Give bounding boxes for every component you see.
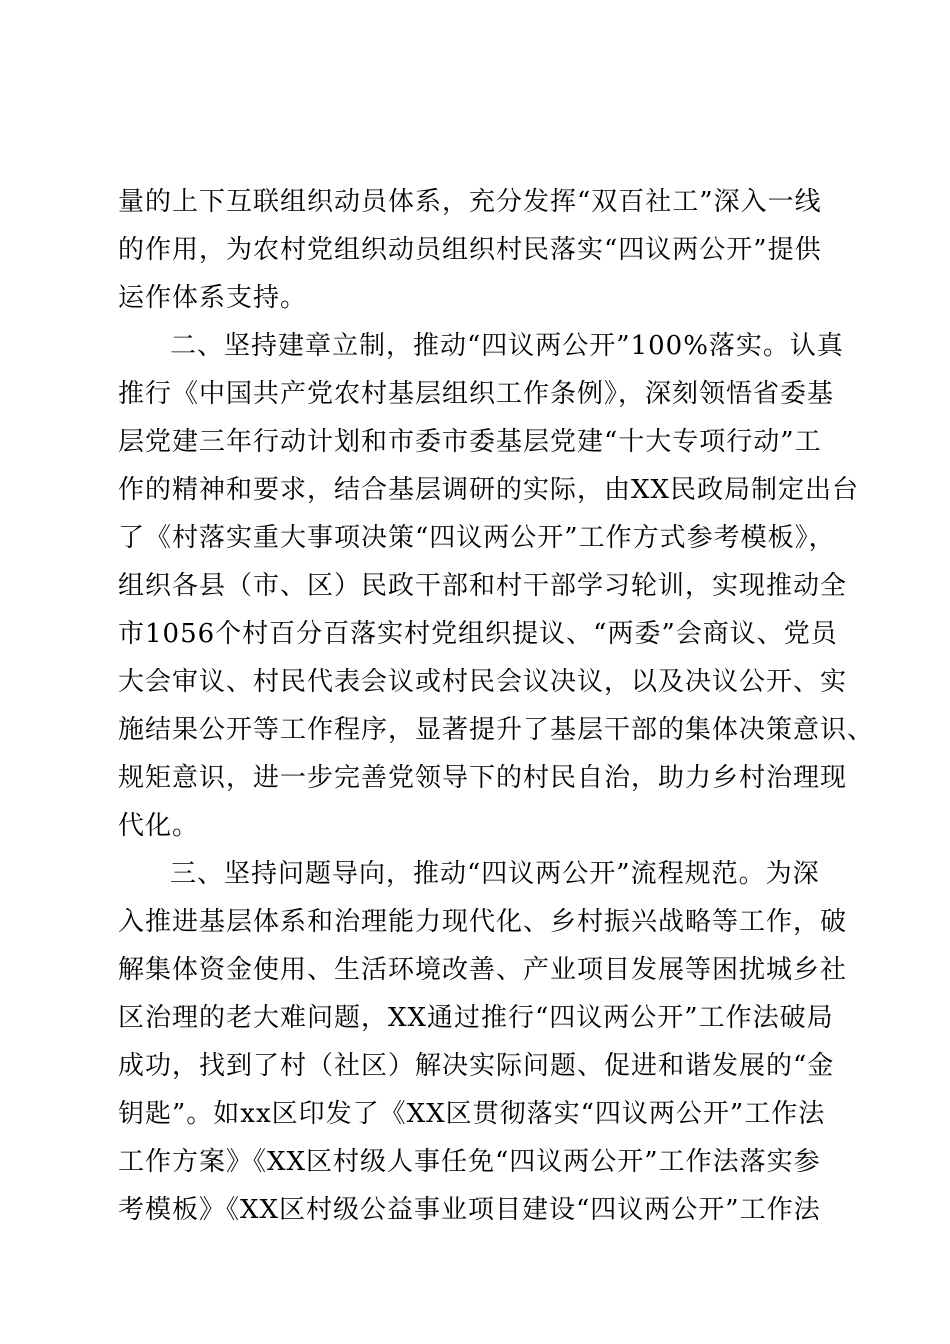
text-line: 了《村落实重大事项决策“四议两公开”工作方式参考模板》， bbox=[118, 523, 836, 553]
text-line: 作的精神和要求，结合基层调研的实际，由XX民政局制定出台 bbox=[118, 475, 860, 505]
text-line: 施结果公开等工作程序，显著提升了基层干部的集体决策意识、 bbox=[118, 715, 875, 745]
text-line: 代化。 bbox=[118, 811, 200, 841]
paragraph-3 bbox=[118, 850, 848, 1234]
text-line: 二、坚持建章立制，推动“四议两公开”100%落实。认真 bbox=[170, 331, 844, 361]
text-line: 的作用，为农村党组织动员组织村民落实“四议两公开”提供 bbox=[118, 235, 822, 265]
document-body bbox=[118, 178, 875, 1234]
text-line: 工作方案》《XX区村级人事任免“四议两公开”工作法落实参 bbox=[118, 1147, 821, 1177]
paragraph-2 bbox=[118, 322, 875, 850]
text-line: 规矩意识，进一步完善党领导下的村民自治，助力乡村治理现 bbox=[118, 763, 848, 793]
text-line: 大会审议、村民代表会议或村民会议决议，以及决议公开、实 bbox=[118, 667, 848, 697]
text-line: 入推进基层体系和治理能力现代化、乡村振兴战略等工作，破 bbox=[118, 907, 848, 937]
text-line: 市1056个村百分百落实村党组织提议、“两委”会商议、党员 bbox=[118, 619, 838, 649]
text-line: 区治理的老大难问题，XX通过推行“四议两公开”工作法破局 bbox=[118, 1003, 834, 1033]
paragraph-1 bbox=[118, 178, 838, 322]
text-line: 成功，找到了村（社区）解决实际问题、促进和谐发展的“金 bbox=[118, 1051, 835, 1081]
text-line: 组织各县（市、区）民政干部和村干部学习轮训，实现推动全 bbox=[118, 571, 848, 601]
text-line: 推行《中国共产党农村基层组织工作条例》，深刻领悟省委基 bbox=[118, 379, 835, 409]
text-line: 量的上下互联组织动员体系，充分发挥“双百社工”深入一线 bbox=[118, 187, 822, 217]
text-line: 层党建三年行动计划和市委市委基层党建“十大专项行动”工 bbox=[118, 427, 822, 457]
text-line: 钥匙”。如xx区印发了《XX区贯彻落实“四议两公开”工作法 bbox=[118, 1099, 826, 1129]
text-line: 运作体系支持。 bbox=[118, 283, 308, 313]
text-line: 三、坚持问题导向，推动“四议两公开”流程规范。为深 bbox=[170, 859, 820, 889]
text-line: 考模板》《XX区村级公益事业项目建设“四议两公开”工作法 bbox=[118, 1195, 821, 1225]
text-line: 解集体资金使用、生活环境改善、产业项目发展等困扰城乡社 bbox=[118, 955, 848, 985]
